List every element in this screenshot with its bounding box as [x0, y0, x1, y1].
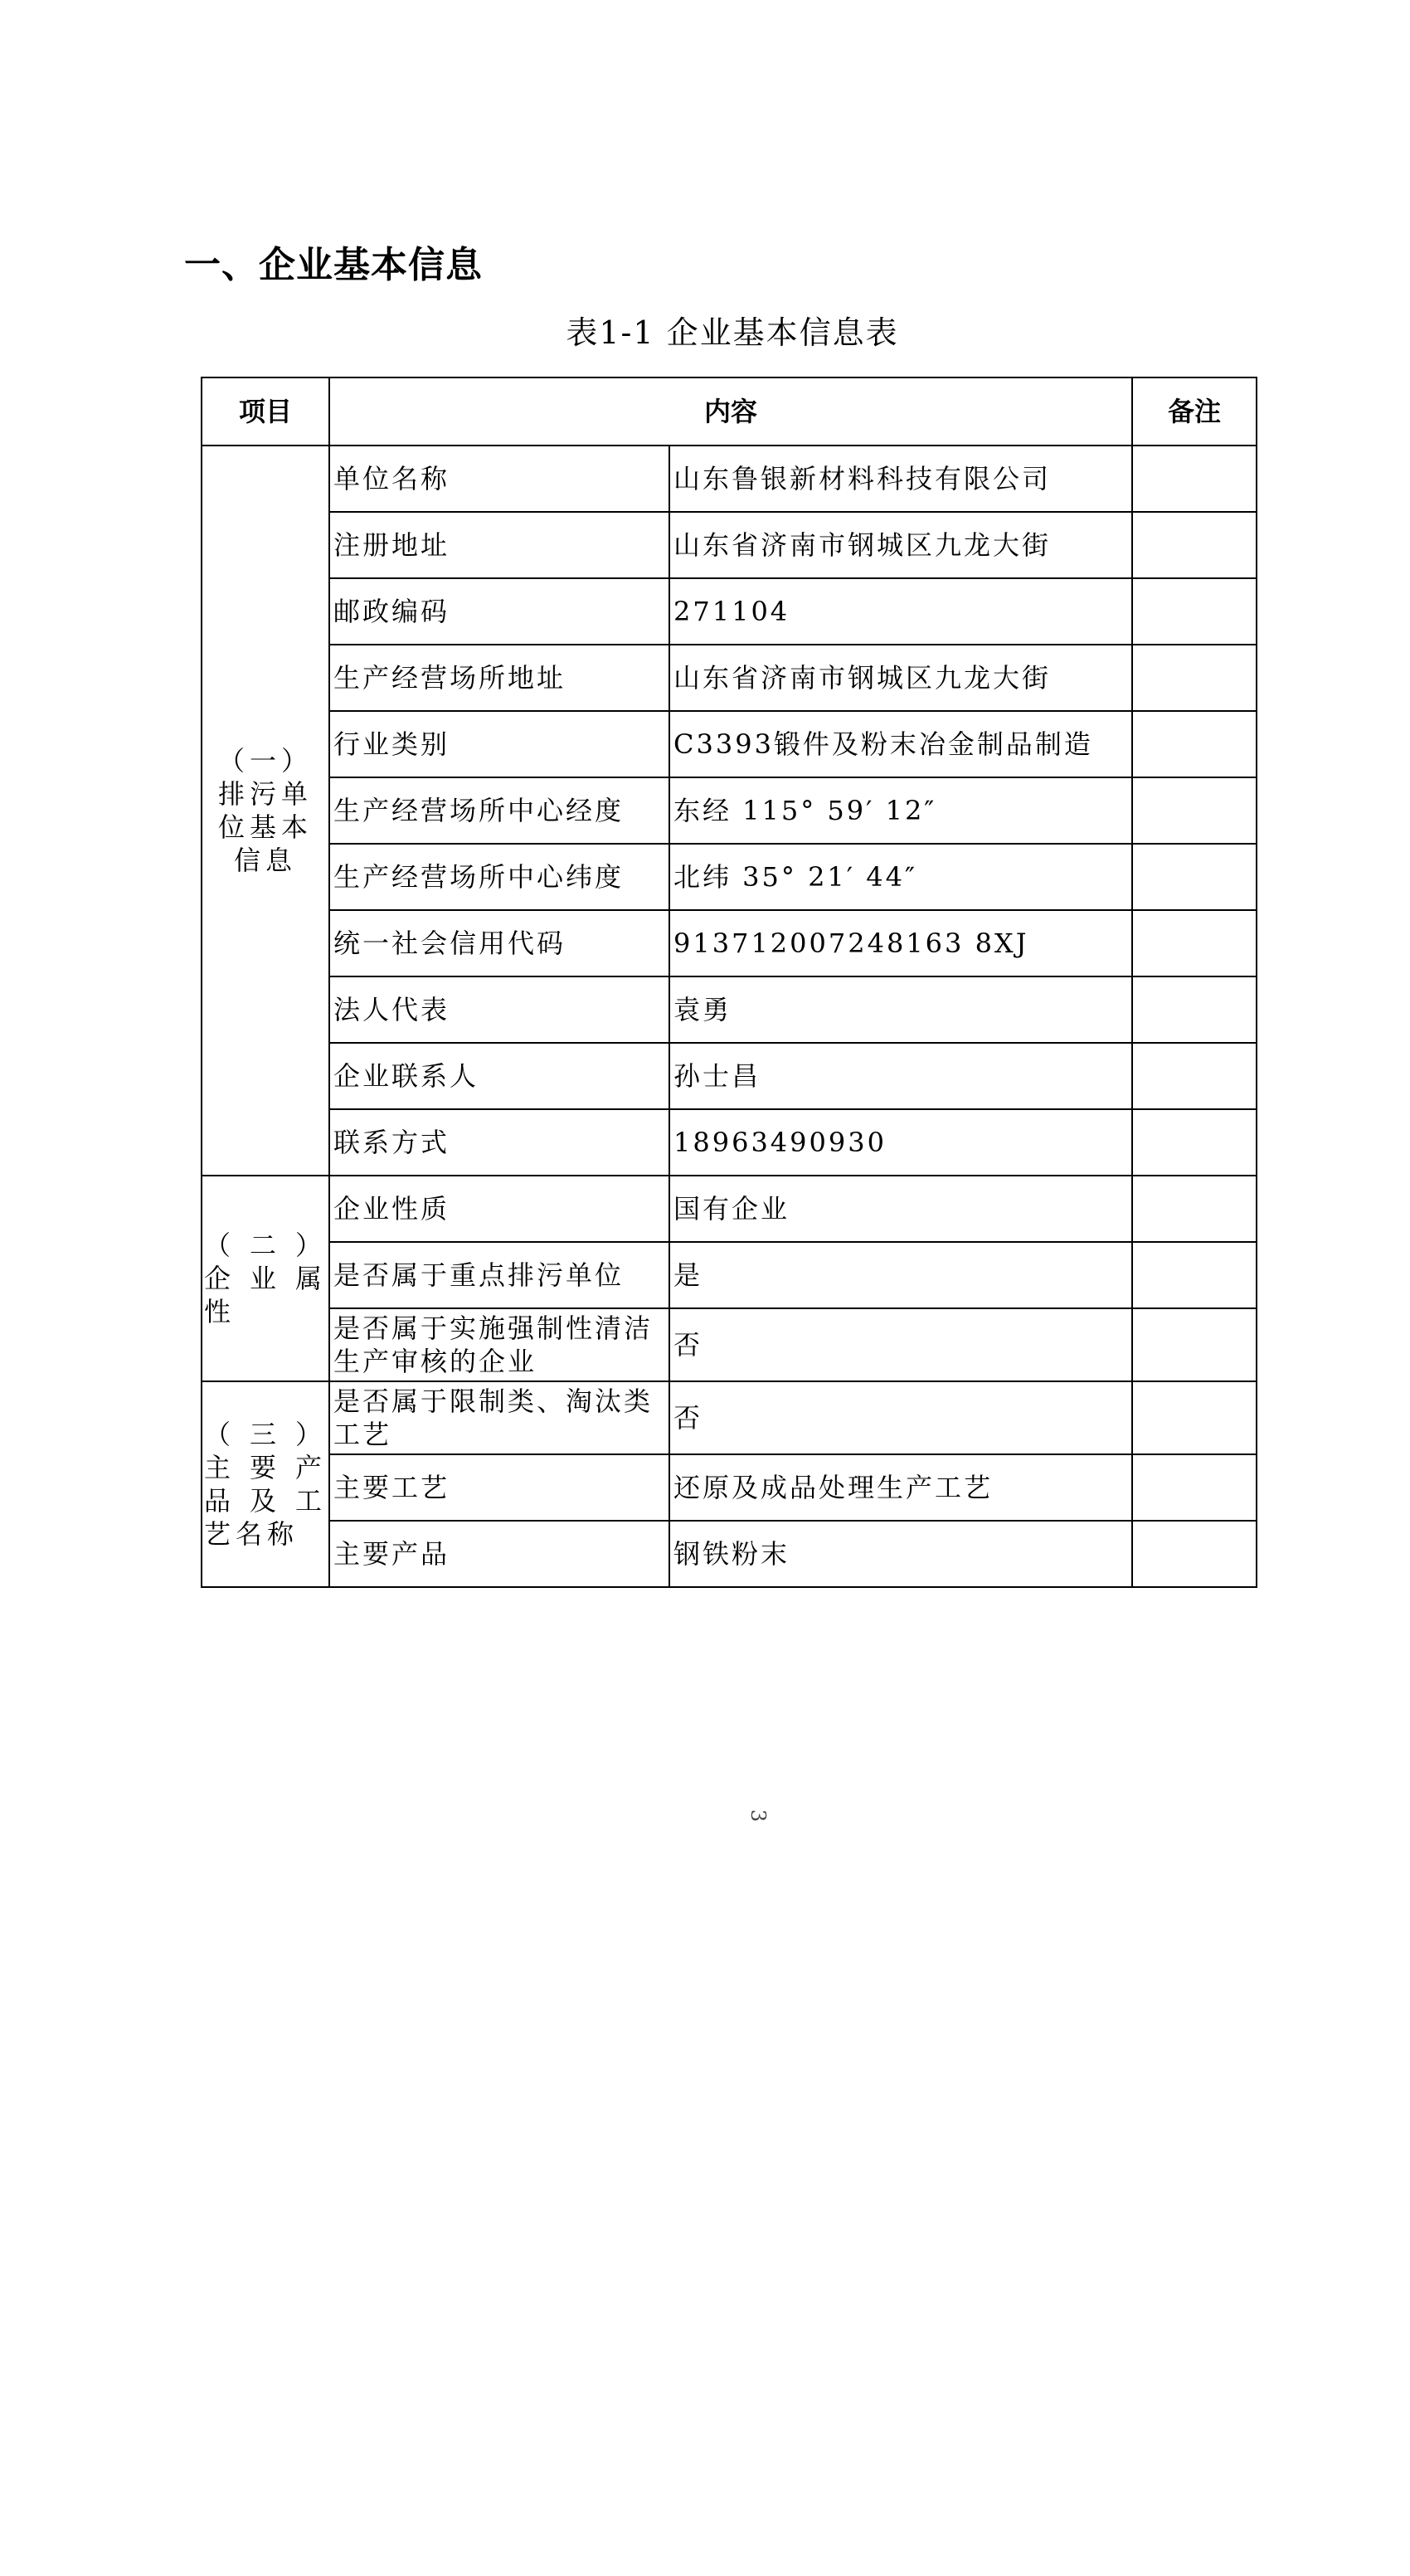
row-remark: [1132, 844, 1257, 910]
row-value: 袁勇: [669, 976, 1132, 1043]
row-remark: [1132, 578, 1257, 645]
row-remark: [1132, 1454, 1257, 1521]
row-remark: [1132, 1043, 1257, 1109]
row-remark: [1132, 1381, 1257, 1454]
page-number: 3: [746, 1809, 770, 1823]
table-row: [202, 1176, 1257, 1242]
table-row: [202, 910, 1257, 976]
row-item: 是否属于实施强制性清洁生产审核的企业: [329, 1308, 669, 1381]
group-label-products-processes: （三）主要产品及工艺名称: [202, 1381, 329, 1587]
table-row: [202, 976, 1257, 1043]
table-row: [202, 578, 1257, 645]
group-label-attributes: （二）企业属性: [202, 1176, 329, 1381]
row-item: 生产经营场所地址: [329, 645, 669, 711]
row-remark: [1132, 645, 1257, 711]
table-row: [202, 446, 1257, 512]
row-item: 法人代表: [329, 976, 669, 1043]
section-heading: 一、企业基本信息: [184, 244, 483, 286]
row-item: 统一社会信用代码: [329, 910, 669, 976]
row-remark: [1132, 777, 1257, 844]
row-value: 国有企业: [669, 1176, 1132, 1242]
row-item: 生产经营场所中心经度: [329, 777, 669, 844]
row-remark: [1132, 910, 1257, 976]
row-value: 否: [669, 1381, 1132, 1454]
table-row: [202, 711, 1257, 777]
row-value: 山东省济南市钢城区九龙大街: [669, 645, 1132, 711]
row-value: 山东省济南市钢城区九龙大街: [669, 512, 1132, 578]
table-row: [202, 1381, 1257, 1454]
row-item: 邮政编码: [329, 578, 669, 645]
row-value: 913712007248163 8XJ: [669, 910, 1132, 976]
header-remark: 备注: [1132, 377, 1257, 446]
table-row: [202, 1043, 1257, 1109]
row-value: C3393锻件及粉末冶金制品制造: [669, 711, 1132, 777]
table-row: [202, 1521, 1257, 1587]
row-remark: [1132, 1521, 1257, 1587]
row-item: 行业类别: [329, 711, 669, 777]
header-content: 内容: [329, 377, 1132, 446]
table-row: [202, 512, 1257, 578]
row-item: 联系方式: [329, 1109, 669, 1176]
header-item: 项目: [202, 377, 329, 446]
row-item: 是否属于重点排污单位: [329, 1242, 669, 1308]
row-remark: [1132, 512, 1257, 578]
row-value: 还原及成品处理生产工艺: [669, 1454, 1132, 1521]
row-item: 企业性质: [329, 1176, 669, 1242]
row-item: 单位名称: [329, 446, 669, 512]
row-value: 钢铁粉末: [669, 1521, 1132, 1587]
table-row: [202, 777, 1257, 844]
row-item: 主要工艺: [329, 1454, 669, 1521]
row-item: 主要产品: [329, 1521, 669, 1587]
row-remark: [1132, 1109, 1257, 1176]
table-header-row: [202, 377, 1257, 446]
table-row: [202, 1242, 1257, 1308]
table-row: [202, 1109, 1257, 1176]
row-value: 北纬 35° 21′ 44″: [669, 844, 1132, 910]
row-value: 271104: [669, 578, 1132, 645]
row-item: 生产经营场所中心纬度: [329, 844, 669, 910]
row-value: 否: [669, 1308, 1132, 1381]
row-item: 企业联系人: [329, 1043, 669, 1109]
row-remark: [1132, 711, 1257, 777]
row-remark: [1132, 1308, 1257, 1381]
row-item: 是否属于限制类、淘汰类工艺: [329, 1381, 669, 1454]
row-remark: [1132, 1176, 1257, 1242]
table-row: [202, 844, 1257, 910]
row-remark: [1132, 1242, 1257, 1308]
table-row: [202, 645, 1257, 711]
row-value: 18963490930: [669, 1109, 1132, 1176]
table-row: [202, 1454, 1257, 1521]
row-value: 山东鲁银新材料科技有限公司: [669, 446, 1132, 512]
row-value: 孙士昌: [669, 1043, 1132, 1109]
group-label-basic-info: （一）排污单位基本信息: [202, 446, 329, 1176]
row-remark: [1132, 976, 1257, 1043]
table-caption: 表1-1 企业基本信息表: [566, 314, 899, 351]
row-item: 注册地址: [329, 512, 669, 578]
row-value: 东经 115° 59′ 12″: [669, 777, 1132, 844]
enterprise-info-table: [201, 377, 1257, 1588]
row-remark: [1132, 446, 1257, 512]
table-row: [202, 1308, 1257, 1381]
row-value: 是: [669, 1242, 1132, 1308]
